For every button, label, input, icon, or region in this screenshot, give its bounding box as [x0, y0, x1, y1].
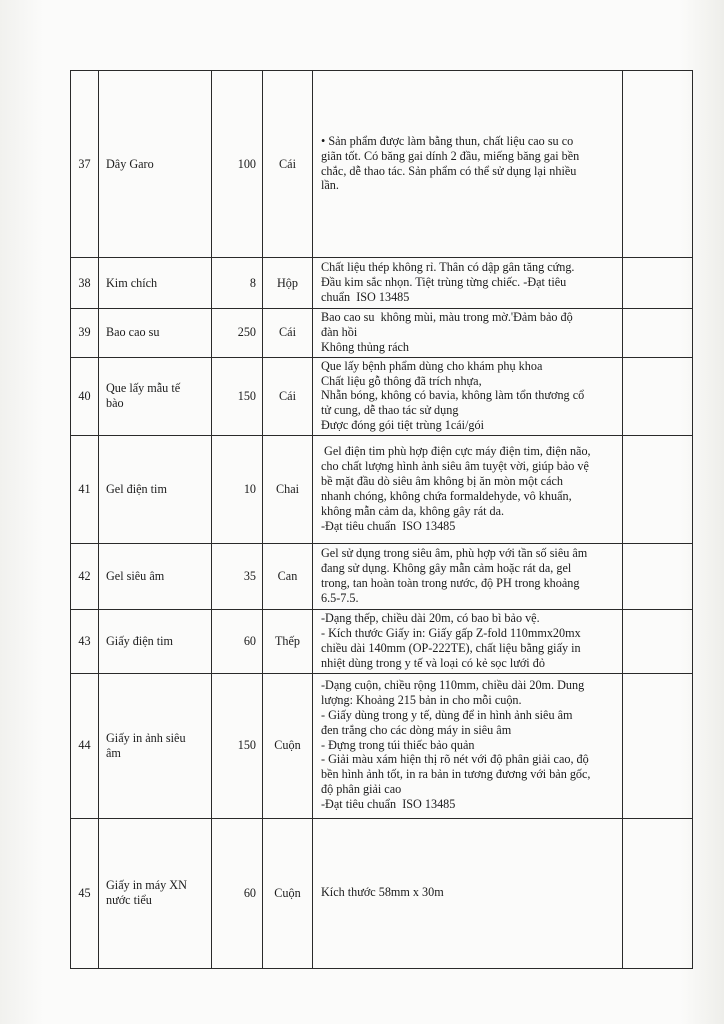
table-row	[71, 258, 693, 309]
item-name: Gel điện tim	[99, 436, 212, 544]
description-line: 6.5-7.5.	[321, 590, 359, 605]
description-line: -Đạt tiêu chuẩn ISO 13485	[321, 797, 456, 812]
row-number: 40	[71, 357, 99, 435]
table-row	[71, 71, 693, 258]
description-line: lần.	[321, 178, 339, 193]
description-line: Bao cao su không mùi, màu trong mờ.'Đảm bảo độ	[321, 310, 573, 324]
empty-cell	[623, 673, 693, 818]
item-name: Dây Garo	[99, 71, 212, 258]
item-description	[313, 436, 623, 544]
description-line: không mẫn cảm da, không gây rát da.	[321, 503, 505, 518]
row-number: 43	[71, 610, 99, 674]
table-row	[71, 673, 693, 818]
unit: Can	[263, 544, 313, 610]
quantity: 150	[212, 673, 263, 818]
quantity: 60	[212, 610, 263, 674]
empty-cell	[623, 309, 693, 358]
description-line: đen trắng cho các dòng máy in siêu âm	[321, 722, 512, 737]
item-name-line: âm	[106, 745, 121, 760]
item-name: Kim chích	[99, 258, 212, 309]
description-line: chiều dài 140mm (OP-222TE), chất liệu bằng giấy in	[321, 640, 581, 655]
item-description	[313, 673, 623, 818]
empty-cell	[623, 258, 693, 309]
item-name-line: Giấy in máy XN	[106, 878, 187, 893]
unit: Hộp	[263, 258, 313, 309]
description-line: Không thủng rách	[321, 339, 410, 354]
description-line: Kích thước 58mm x 30m	[321, 885, 444, 900]
description-line: chuẩn ISO 13485	[321, 289, 410, 304]
item-name: Gel siêu âm	[99, 544, 212, 610]
unit: Cái	[263, 309, 313, 358]
empty-cell	[623, 357, 693, 435]
description-line: -Đạt tiêu chuẩn ISO 13485	[321, 518, 456, 533]
item-description	[313, 357, 623, 435]
description-line: - Giấy dùng trong y tế, dùng để in hình ảnh siêu âm	[321, 707, 573, 722]
table-row	[71, 309, 693, 358]
quantity: 150	[212, 357, 263, 435]
item-description	[313, 818, 623, 968]
description-line: lượng: Khoảng 215 bản in cho mỗi cuộn.	[321, 692, 522, 707]
description-line: tử cung, dễ thao tác sử dụng	[321, 403, 459, 418]
description-line: cho chất lượng hình ảnh siêu âm tuyệt vời, giúp bảo vệ	[321, 459, 589, 474]
quantity: 8	[212, 258, 263, 309]
empty-cell	[623, 610, 693, 674]
item-name: Giấy điện tim	[99, 610, 212, 674]
quantity: 250	[212, 309, 263, 358]
item-description	[313, 258, 623, 309]
row-number: 41	[71, 436, 99, 544]
description-line: Que lấy bệnh phẩm dùng cho khám phụ khoa	[321, 358, 543, 373]
table-body	[71, 71, 693, 969]
description-line: đang sử dụng. Không gây mẫn cảm hoặc rát da, gel	[321, 561, 572, 576]
item-name: Bao cao su	[99, 309, 212, 358]
item-description	[313, 544, 623, 610]
row-number: 37	[71, 71, 99, 258]
table-row	[71, 544, 693, 610]
empty-cell	[623, 71, 693, 258]
item-description	[313, 71, 623, 258]
item-description	[313, 309, 623, 358]
description-line: • Sản phẩm được làm bằng thun, chất liệu cao su co	[321, 133, 574, 148]
unit: Chai	[263, 436, 313, 544]
description-line: nhanh chóng, không chứa formaldehyde, vô khuẩn,	[321, 489, 572, 503]
item-name-line: bào	[106, 396, 124, 411]
description-line: Được đóng gói tiệt trùng 1cái/gói	[321, 418, 484, 433]
item-name-line: Que lấy mẫu tế	[106, 381, 181, 396]
row-number: 44	[71, 673, 99, 818]
description-line: Chất liệu thép không rỉ. Thân có dập gân tăng cứng.	[321, 260, 575, 275]
description-line: chắc, dễ thao tác. Sản phẩm có thể sử dụng lại nhiều	[321, 163, 577, 178]
table-row	[71, 818, 693, 968]
table-row	[71, 357, 693, 435]
description-line: nhiệt dùng trong y tế và loại có kẻ sọc lưới đỏ	[321, 655, 545, 670]
table-row	[71, 610, 693, 674]
description-line: Đầu kim sắc nhọn. Tiệt trùng từng chiếc. -Đạt tiêu	[321, 275, 567, 290]
unit: Thếp	[263, 610, 313, 674]
quantity: 60	[212, 818, 263, 968]
item-name-line: nước tiểu	[106, 893, 152, 907]
description-line: - Giải màu xám hiện thị rõ nét với độ phân giải cao, độ	[321, 752, 589, 767]
unit: Cái	[263, 357, 313, 435]
description-line: Gel sử dụng trong siêu âm, phù hợp với tần số siêu âm	[321, 546, 588, 561]
row-number: 42	[71, 544, 99, 610]
description-line: -Dạng thếp, chiều dài 20m, có bao bì bảo vệ.	[321, 611, 540, 625]
quantity: 100	[212, 71, 263, 258]
item-name	[99, 673, 212, 818]
quantity: 35	[212, 544, 263, 610]
description-line: - Đựng trong túi thiếc bảo quản	[321, 737, 475, 752]
description-line: trong, tan hoàn toàn trong nước, độ PH trong khoảng	[321, 576, 580, 590]
unit: Cái	[263, 71, 313, 258]
description-line: Chất liệu gỗ thông đã trích nhựa,	[321, 373, 482, 388]
table-row	[71, 436, 693, 544]
description-line: - Kích thước Giấy in: Giấy gấp Z-fold 110mmx20mx	[321, 625, 581, 640]
row-number: 39	[71, 309, 99, 358]
unit: Cuộn	[263, 673, 313, 818]
description-line: bề mặt đầu dò siêu âm không bị ăn mòn một cách	[321, 474, 564, 489]
empty-cell	[623, 544, 693, 610]
description-line: -Dạng cuộn, chiều rộng 110mm, chiều dài 20m. Dung	[321, 678, 585, 693]
description-line: giãn tốt. Có băng gai dính 2 đầu, miếng băng gai bền	[321, 148, 580, 163]
description-line: Nhẵn bóng, không có bavia, không làm tổn thương cổ	[321, 388, 585, 403]
description-line: Gel điện tim phù hợp điện cực máy điện tim, điện não,	[321, 444, 591, 459]
item-name-line: Giấy in ảnh siêu	[106, 730, 186, 745]
unit: Cuộn	[263, 818, 313, 968]
row-number: 45	[71, 818, 99, 968]
description-line: độ phân giải cao	[321, 782, 402, 797]
description-line: đàn hồi	[321, 324, 358, 339]
description-line: bền hình ảnh tốt, in ra bản in tương đương với bản gốc,	[321, 767, 591, 782]
item-description	[313, 610, 623, 674]
equipment-table	[70, 70, 693, 969]
empty-cell	[623, 818, 693, 968]
item-name	[99, 818, 212, 968]
item-name	[99, 357, 212, 435]
quantity: 10	[212, 436, 263, 544]
row-number: 38	[71, 258, 99, 309]
empty-cell	[623, 436, 693, 544]
